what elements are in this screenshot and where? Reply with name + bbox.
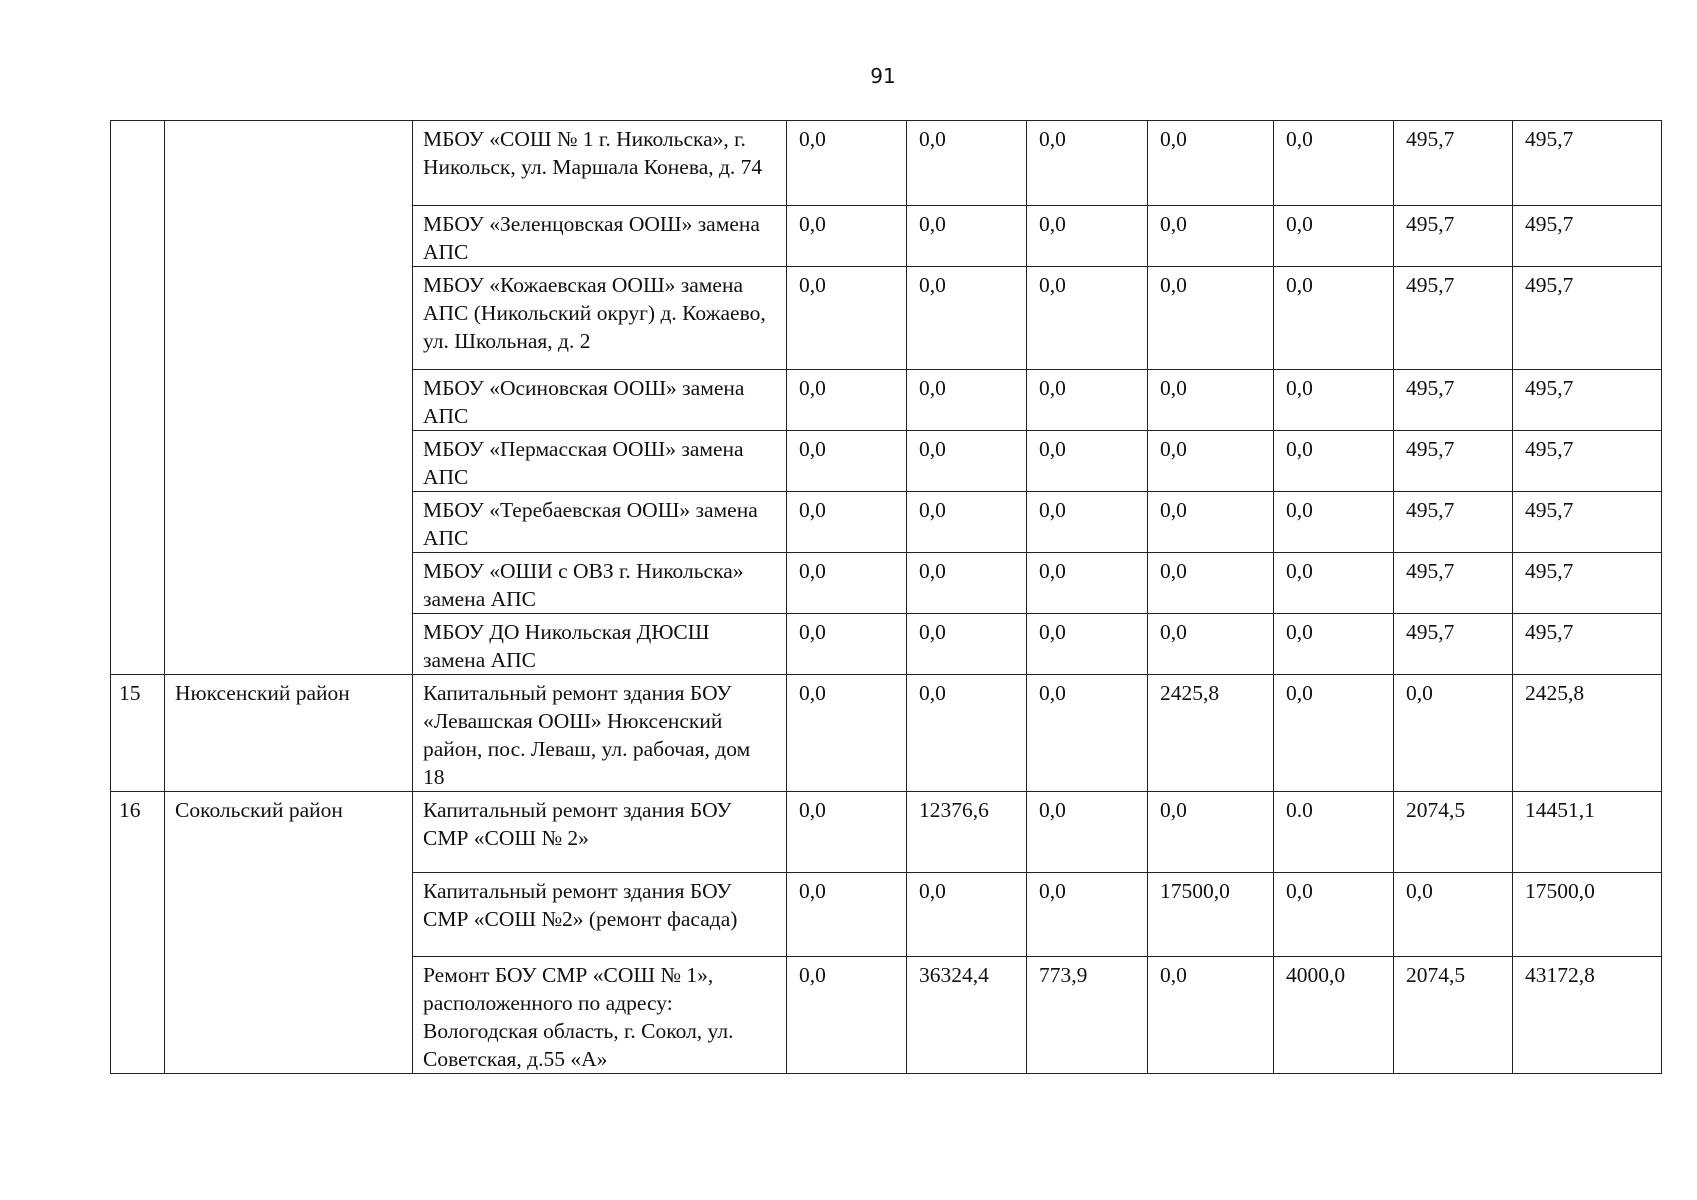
value-cell: 14451,1	[1513, 792, 1662, 873]
value-cell: 0,0	[1274, 267, 1394, 370]
value-cell: 0,0	[1027, 553, 1148, 614]
table-row	[111, 792, 1662, 873]
value-cell: 0,0	[1148, 792, 1274, 873]
value-cell: 17500,0	[1513, 873, 1662, 957]
value-cell: 2425,8	[1148, 675, 1274, 792]
object-description: МБОУ «Кожаевская ООШ» замена АПС (Никольский округ) д. Кожаево, ул. Школьная, д. 2	[413, 267, 787, 370]
value-cell: 495,7	[1513, 614, 1662, 675]
value-cell: 495,7	[1513, 492, 1662, 553]
object-description: МБОУ «Осиновская ООШ» замена АПС	[413, 370, 787, 431]
value-cell: 43172,8	[1513, 957, 1662, 1074]
value-cell: 0,0	[1274, 370, 1394, 431]
value-cell: 0,0	[787, 873, 907, 957]
value-cell: 0,0	[1027, 121, 1148, 206]
value-cell: 0,0	[1274, 492, 1394, 553]
value-cell: 0,0	[907, 267, 1027, 370]
object-description: Капитальный ремонт здания БОУ «Левашская ООШ» Нюксенский район, пос. Леваш, ул. рабочая, дом 18	[413, 675, 787, 792]
value-cell: 495,7	[1513, 267, 1662, 370]
value-cell: 0,0	[1274, 675, 1394, 792]
value-cell: 0,0	[1027, 873, 1148, 957]
value-cell: 495,7	[1513, 121, 1662, 206]
object-description: МБОУ «СОШ № 1 г. Никольска», г. Никольск, ул. Маршала Конева, д. 74	[413, 121, 787, 206]
value-cell: 0,0	[787, 370, 907, 431]
value-cell: 773,9	[1027, 957, 1148, 1074]
value-cell: 0,0	[907, 206, 1027, 267]
table-row	[111, 121, 1662, 206]
value-cell: 0,0	[787, 492, 907, 553]
value-cell: 0,0	[1148, 553, 1274, 614]
value-cell: 0,0	[907, 121, 1027, 206]
value-cell: 0,0	[1027, 792, 1148, 873]
row-number: 15	[111, 675, 165, 792]
value-cell: 0,0	[907, 614, 1027, 675]
object-description: МБОУ «Зеленцовская ООШ» замена АПС	[413, 206, 787, 267]
value-cell: 12376,6	[907, 792, 1027, 873]
value-cell: 0,0	[1148, 614, 1274, 675]
value-cell: 2074,5	[1394, 792, 1513, 873]
value-cell: 0,0	[1274, 206, 1394, 267]
value-cell: 0,0	[787, 553, 907, 614]
value-cell: 495,7	[1394, 553, 1513, 614]
value-cell: 0,0	[1148, 267, 1274, 370]
value-cell: 495,7	[1394, 121, 1513, 206]
value-cell: 0,0	[1274, 873, 1394, 957]
value-cell: 0,0	[1027, 614, 1148, 675]
value-cell: 0,0	[787, 431, 907, 492]
row-number	[111, 121, 165, 675]
value-cell: 0,0	[907, 492, 1027, 553]
value-cell: 0,0	[1148, 370, 1274, 431]
value-cell: 0,0	[1274, 431, 1394, 492]
value-cell: 0.0	[1274, 792, 1394, 873]
value-cell: 0,0	[787, 614, 907, 675]
value-cell: 36324,4	[907, 957, 1027, 1074]
value-cell: 0,0	[907, 675, 1027, 792]
object-description: МБОУ «Теребаевская ООШ» замена АПС	[413, 492, 787, 553]
value-cell: 0,0	[907, 873, 1027, 957]
value-cell: 495,7	[1394, 370, 1513, 431]
object-description: Ремонт БОУ СМР «СОШ № 1», расположенного по адресу: Вологодская область, г. Сокол, ул. Советская, д.55 «А»	[413, 957, 787, 1074]
value-cell: 0,0	[1274, 121, 1394, 206]
value-cell: 0,0	[1394, 675, 1513, 792]
value-cell: 0,0	[1148, 206, 1274, 267]
district-name	[165, 121, 413, 675]
value-cell: 0,0	[1027, 675, 1148, 792]
value-cell: 0,0	[1274, 614, 1394, 675]
value-cell: 0,0	[907, 553, 1027, 614]
value-cell: 0,0	[1027, 431, 1148, 492]
value-cell: 2425,8	[1513, 675, 1662, 792]
object-description: Капитальный ремонт здания БОУ СМР «СОШ № 2»	[413, 792, 787, 873]
value-cell: 495,7	[1513, 431, 1662, 492]
value-cell: 495,7	[1513, 370, 1662, 431]
value-cell: 0,0	[1148, 121, 1274, 206]
value-cell: 0,0	[787, 675, 907, 792]
object-description: МБОУ «Пермасская ООШ» замена АПС	[413, 431, 787, 492]
value-cell: 0,0	[1274, 553, 1394, 614]
value-cell: 495,7	[1394, 206, 1513, 267]
value-cell: 0,0	[1394, 873, 1513, 957]
value-cell: 0,0	[907, 370, 1027, 431]
object-description: Капитальный ремонт здания БОУ СМР «СОШ №2» (ремонт фасада)	[413, 873, 787, 957]
value-cell: 495,7	[1513, 553, 1662, 614]
value-cell: 0,0	[1027, 206, 1148, 267]
value-cell: 0,0	[787, 957, 907, 1074]
value-cell: 4000,0	[1274, 957, 1394, 1074]
value-cell: 0,0	[907, 431, 1027, 492]
funding-table	[110, 120, 1662, 1074]
value-cell: 2074,5	[1394, 957, 1513, 1074]
value-cell: 0,0	[1027, 370, 1148, 431]
value-cell: 0,0	[1148, 492, 1274, 553]
value-cell: 0,0	[787, 121, 907, 206]
value-cell: 0,0	[1148, 957, 1274, 1074]
value-cell: 495,7	[1394, 431, 1513, 492]
value-cell: 0,0	[787, 267, 907, 370]
object-description: МБОУ ДО Никольская ДЮСШ замена АПС	[413, 614, 787, 675]
value-cell: 495,7	[1513, 206, 1662, 267]
value-cell: 0,0	[787, 206, 907, 267]
district-name: Сокольский район	[165, 792, 413, 1074]
value-cell: 0,0	[1027, 492, 1148, 553]
object-description: МБОУ «ОШИ с ОВЗ г. Никольска» замена АПС	[413, 553, 787, 614]
value-cell: 0,0	[787, 792, 907, 873]
value-cell: 0,0	[1148, 431, 1274, 492]
value-cell: 495,7	[1394, 267, 1513, 370]
value-cell: 17500,0	[1148, 873, 1274, 957]
page-number: 91	[870, 64, 896, 88]
value-cell: 0,0	[1027, 267, 1148, 370]
value-cell: 495,7	[1394, 492, 1513, 553]
row-number: 16	[111, 792, 165, 1074]
district-name: Нюксенский район	[165, 675, 413, 792]
table-row	[111, 675, 1662, 792]
value-cell: 495,7	[1394, 614, 1513, 675]
